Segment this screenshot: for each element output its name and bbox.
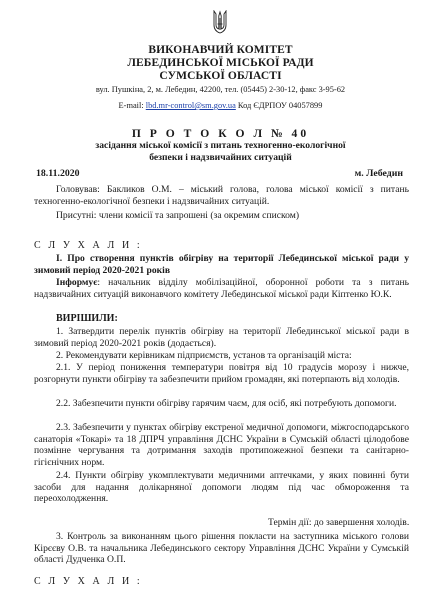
chair-paragraph: Головував: Бакликов О.М. – міський голова, голова міської комісії з питань техногенно-екологічної безпеки і надзвичайних ситуацій. <box>34 184 409 207</box>
heard-heading-2: С Л У Х А Л И : <box>34 576 143 587</box>
item1-title: I. Про створення пунктів обігріву на території Лебединської міської ради у зимовий період 2020-2021 років <box>34 253 409 276</box>
org-name-line2: ЛЕБЕДИНСЬКОЇ МІСЬКОЇ РАДИ <box>127 57 314 69</box>
decision-2: 2. Рекомендувати керівникам підприємств, установ та організацій міста: <box>56 350 352 361</box>
present-paragraph: Присутні: члени комісії та запрошені (за окремим списком) <box>56 210 300 221</box>
org-name-line1: ВИКОНАВЧИЙ КОМІТЕТ <box>148 44 293 56</box>
edrpou-code: Код ЄДРПОУ 04057899 <box>237 101 323 110</box>
trident-emblem-icon <box>212 10 228 34</box>
decision-3: 3. Контроль за виконанням цього рішення покласти на заступника міського голови Кірєєву О.В. та начальника Лебединського сектору Управління ДСНС України у Сумській області Дудченка О.П. <box>34 531 409 566</box>
resolved-heading: ВИРІШИЛИ: <box>56 313 118 324</box>
decision-term: Термін дії: до завершення холодів. <box>268 517 410 528</box>
heard-heading: С Л У Х А Л И : <box>34 240 143 251</box>
org-address: вул. Пушкіна, 2, м. Лебедин, 42200, тел. (05445) 2-30-12, факс 3-95-62 <box>95 85 346 94</box>
informs-label: Інформує <box>56 277 98 288</box>
protocol-subtitle-line1: засідання міської комісії з питань техногенно-екологічної <box>95 140 346 151</box>
protocol-subtitle-line2: безпеки і надзвичайних ситуацій <box>149 152 292 163</box>
protocol-title: П Р О Т О К О Л № 40 <box>131 127 310 140</box>
org-contacts <box>0 101 441 111</box>
protocol-city: м. Лебедин <box>354 168 403 179</box>
decision-2-4: 2.4. Пункти обігріву укомплектувати медичними аптечками, у яких повинні бути засоби для надання долікарняної допомоги людям під час обмороження та переохолодження. <box>34 470 409 505</box>
informs-text: : начальник відділу мобілізаційної, оборонної роботи та з питань надзвичайних ситуацій виконавчого комітету Лебединської міської ради Кіптенко Ю.К. <box>34 277 409 300</box>
decision-2-2: 2.2. Забезпечити пункти обігріву гарячим чаєм, для осіб, які потребують допомоги. <box>56 398 397 409</box>
email-label: E-mail: <box>118 101 144 110</box>
decision-2-1: 2.1. У період пониження температури повітря від 10 градусів морозу і нижче, розгорнути пункти обігріву та забезпечити прийом громадян, які потерпають від холодів. <box>34 362 409 385</box>
decision-1: 1. Затвердити перелік пунктів обігріву на території Лебединської міської ради в зимовий період 2020-2021 років (додається). <box>34 326 409 349</box>
email-link[interactable]: lbd.mr-control@sm.gov.ua <box>145 101 236 110</box>
protocol-date: 18.11.2020 <box>36 168 80 179</box>
org-name-line3: СУМСЬКОЇ ОБЛАСТІ <box>159 70 282 82</box>
item1-informs <box>34 277 409 300</box>
decision-2-3: 2.3. Забезпечити у пунктах обігріву екстреної медичної допомоги, міжгосподарського санаторія «Токарі» та 18 ДПРЧ управління ДСНС України в Сумській області цілодобове позмінне чергування та дотримання заходів протипожежної безпеки та санітарно-гігієнічних норм. <box>34 422 409 468</box>
